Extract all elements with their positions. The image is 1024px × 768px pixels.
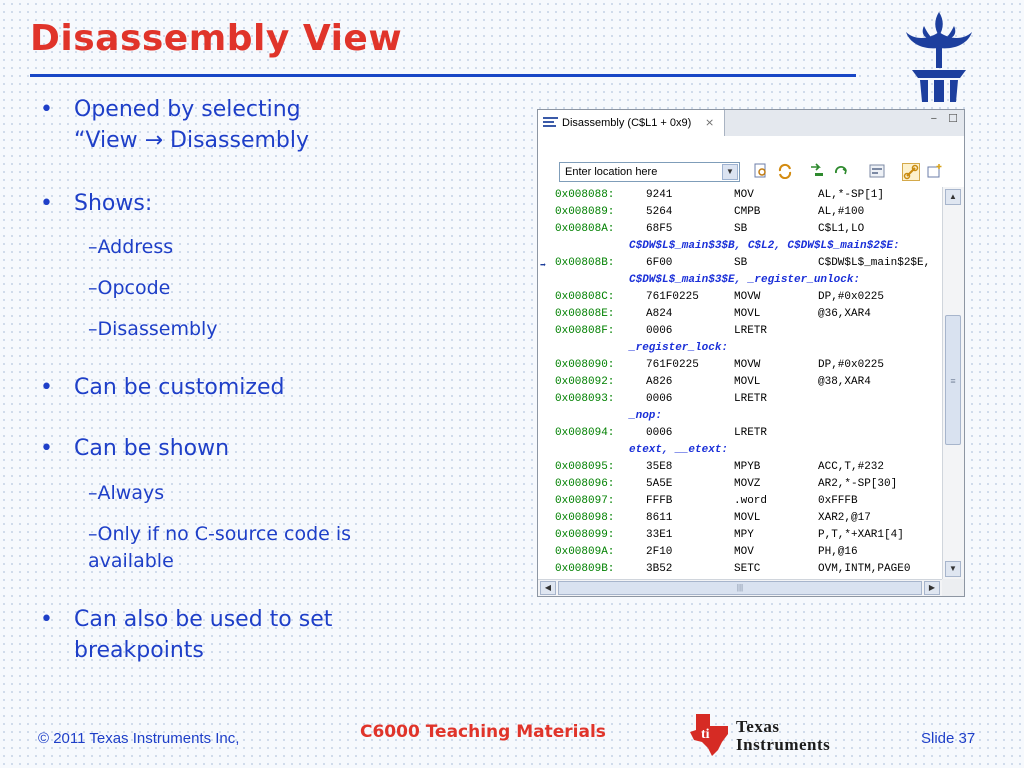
- operand-cell: P,T,*+XAR1[4]: [818, 529, 904, 541]
- address-cell: 0x008092:: [555, 376, 615, 388]
- operand-cell: @38,XAR4: [818, 376, 871, 388]
- address-cell: 0x00808C:: [555, 291, 615, 303]
- symbol-label: _register_lock:: [629, 342, 729, 354]
- footer-copyright: © 2011 Texas Instruments Inc,: [38, 730, 240, 747]
- symbol-label: C$DW$L$_main$3$B, C$L2, C$DW$L$_main$2$E:: [629, 240, 900, 252]
- slide-title: Disassembly View: [30, 18, 403, 59]
- opcode-cell: 0006: [646, 325, 673, 337]
- new-view-icon[interactable]: [926, 163, 944, 181]
- address-cell: 0x008098:: [555, 512, 615, 524]
- mnemonic-cell: MOVL: [734, 376, 761, 388]
- disassembly-label-row[interactable]: [538, 340, 942, 357]
- mnemonic-cell: CMPB: [734, 206, 761, 218]
- opcode-cell: 6F00: [646, 257, 673, 269]
- opcode-cell: 761F0225: [646, 359, 699, 371]
- tab-label: Disassembly (C$L1 + 0x9): [562, 117, 692, 129]
- scroll-thumb-horizontal[interactable]: |||: [558, 581, 922, 595]
- disassembly-row[interactable]: [538, 493, 942, 510]
- disassembly-row[interactable]: [538, 561, 942, 578]
- mnemonic-cell: MOVW: [734, 359, 761, 371]
- mnemonic-cell: LRETR: [734, 427, 768, 439]
- disassembly-window: [537, 109, 965, 597]
- disassembly-row[interactable]: [538, 510, 942, 527]
- opcode-cell: FFFB: [646, 495, 673, 507]
- sub-bullet: –Disassembly: [88, 318, 218, 340]
- disassembly-row[interactable]: [538, 221, 942, 238]
- bullet-text: breakpoints: [74, 638, 204, 663]
- disassembly-row[interactable]: [538, 187, 942, 204]
- address-cell: 0x008094:: [555, 427, 615, 439]
- sub-bullet: –Only if no C-source code is: [88, 523, 352, 545]
- address-cell: 0x008093:: [555, 393, 615, 405]
- opcode-cell: 33E1: [646, 529, 673, 541]
- scroll-up-icon[interactable]: ▲: [945, 189, 961, 205]
- sync-icon[interactable]: [776, 163, 794, 181]
- address-cell: 0x008090:: [555, 359, 615, 371]
- mnemonic-cell: SB: [734, 223, 748, 235]
- ti-wordmark: [736, 718, 830, 754]
- bullet-text: Can be shown: [74, 436, 230, 461]
- disassembly-row[interactable]: [538, 476, 942, 493]
- go-to-address-icon[interactable]: [752, 163, 770, 181]
- tab-disassembly[interactable]: [538, 110, 725, 136]
- scroll-thumb[interactable]: ≡: [945, 315, 961, 445]
- disassembly-label-row[interactable]: [538, 238, 942, 255]
- texas-state-icon: [688, 712, 732, 758]
- address-cell: 0x008089:: [555, 206, 615, 218]
- ti-wordmark-line: Instruments: [736, 735, 831, 754]
- mnemonic-cell: SETC: [734, 563, 761, 575]
- address-cell: 0x008099:: [555, 529, 615, 541]
- bullet-text: “View → Disassembly: [74, 128, 310, 153]
- opcode-cell: 9241: [646, 189, 673, 201]
- operand-cell: ACC,T,#232: [818, 461, 885, 473]
- disassembly-listing[interactable]: [538, 187, 942, 579]
- sub-bullet: –Opcode: [88, 277, 171, 299]
- sub-bullet: available: [88, 550, 174, 572]
- disassembly-row[interactable]: [538, 425, 942, 442]
- disassembly-label-row[interactable]: [538, 408, 942, 425]
- disassembly-row[interactable]: [538, 357, 942, 374]
- operand-cell: OVM,INTM,PAGE0: [818, 563, 911, 575]
- disassembly-row[interactable]: [538, 374, 942, 391]
- disassembly-label-row[interactable]: [538, 272, 942, 289]
- maximize-icon[interactable]: ☐: [948, 113, 958, 125]
- bullet-text: Opened by selecting: [74, 97, 301, 122]
- step-into-icon[interactable]: [808, 163, 826, 181]
- disassembly-row[interactable]: [538, 323, 942, 340]
- opcode-cell: 35E8: [646, 461, 673, 473]
- mnemonic-cell: MOVZ: [734, 478, 761, 490]
- disassembly-row[interactable]: [538, 527, 942, 544]
- title-rule: [30, 74, 856, 77]
- disassembly-view-icon: [543, 116, 558, 128]
- bullet-text: Can also be used to set: [74, 607, 333, 632]
- disassembly-row[interactable]: [538, 306, 942, 323]
- mnemonic-cell: MOVL: [734, 308, 761, 320]
- program-counter-icon[interactable]: ➡: [540, 261, 547, 272]
- opcode-cell: 68F5: [646, 223, 673, 235]
- slide-number: Slide 37: [921, 730, 976, 747]
- operand-cell: C$L1,LO: [818, 223, 865, 235]
- window-controls: [923, 112, 958, 125]
- opcode-cell: 5A5E: [646, 478, 673, 490]
- opcode-cell: 3B52: [646, 563, 673, 575]
- operand-cell: AL,*-SP[1]: [818, 189, 885, 201]
- address-cell: 0x008096:: [555, 478, 615, 490]
- opcode-cell: 0006: [646, 393, 673, 405]
- disassembly-row[interactable]: [538, 391, 942, 408]
- operand-cell: DP,#0x0225: [818, 359, 885, 371]
- opcode-cell: 5264: [646, 206, 673, 218]
- chevron-down-icon[interactable]: ▼: [722, 164, 738, 180]
- address-cell: 0x00808B:: [555, 257, 615, 269]
- disassembly-row[interactable]: [538, 255, 942, 272]
- opcode-cell: 761F0225: [646, 291, 699, 303]
- opcode-cell: A826: [646, 376, 673, 388]
- mnemonic-cell: SB: [734, 257, 748, 269]
- sub-bullet: –Always: [88, 482, 165, 504]
- ti-wordmark-line: Texas: [736, 717, 780, 736]
- horizontal-scrollbar[interactable]: [538, 579, 942, 596]
- address-cell: 0x00808A:: [555, 223, 615, 235]
- vertical-scrollbar[interactable]: [942, 187, 964, 579]
- address-cell: 0x008095:: [555, 461, 615, 473]
- mnemonic-cell: MOVL: [734, 512, 761, 524]
- disassembly-row[interactable]: [538, 289, 942, 306]
- symbol-label: _nop:: [629, 410, 663, 422]
- location-placeholder: Enter location here: [565, 166, 658, 178]
- address-cell: 0x00808E:: [555, 308, 615, 320]
- operand-cell: 0xFFFB: [818, 495, 858, 507]
- operand-cell: C$DW$L$_main$2$E,: [818, 257, 931, 269]
- sub-bullet: –Address: [88, 236, 174, 258]
- refresh-icon[interactable]: [868, 163, 886, 181]
- mnemonic-cell: MOVW: [734, 291, 761, 303]
- operand-cell: XAR2,@17: [818, 512, 871, 524]
- address-cell: 0x00809A:: [555, 546, 615, 558]
- scroll-down-icon[interactable]: ▼: [945, 561, 961, 577]
- mnemonic-cell: LRETR: [734, 325, 768, 337]
- operand-cell: @36,XAR4: [818, 308, 871, 320]
- address-cell: 0x008097:: [555, 495, 615, 507]
- step-over-icon[interactable]: [832, 163, 850, 181]
- minimize-icon[interactable]: −: [930, 113, 938, 125]
- disassembly-label-row[interactable]: [538, 442, 942, 459]
- tab-bar: [538, 110, 964, 137]
- bullet-text: Shows:: [74, 191, 153, 216]
- scroll-left-icon[interactable]: ◀: [540, 581, 556, 595]
- mnemonic-cell: .word: [734, 495, 768, 507]
- address-cell: 0x00809B:: [555, 563, 615, 575]
- scroll-right-icon[interactable]: ▶: [924, 581, 940, 595]
- ti-logo: [688, 712, 864, 760]
- symbol-label: C$DW$L$_main$3$E, _register_unlock:: [629, 274, 861, 286]
- disassembly-row[interactable]: [538, 544, 942, 561]
- university-logo-icon: [898, 10, 980, 104]
- opcode-cell: 0006: [646, 427, 673, 439]
- scroll-corner: [942, 579, 964, 596]
- address-cell: 0x00808F:: [555, 325, 615, 337]
- mnemonic-cell: LRETR: [734, 393, 768, 405]
- link-with-debug-icon[interactable]: [902, 163, 920, 181]
- footer-title: C6000 Teaching Materials: [360, 722, 606, 742]
- operand-cell: PH,@16: [818, 546, 858, 558]
- operand-cell: AR2,*-SP[30]: [818, 478, 898, 490]
- mnemonic-cell: MOV: [734, 189, 754, 201]
- operand-cell: DP,#0x0225: [818, 291, 885, 303]
- opcode-cell: A824: [646, 308, 673, 320]
- mnemonic-cell: MPYB: [734, 461, 761, 473]
- location-input[interactable]: [559, 162, 740, 182]
- close-icon[interactable]: ⨯: [705, 117, 715, 129]
- mnemonic-cell: MPY: [734, 529, 754, 541]
- svg-text:ti: ti: [701, 727, 710, 742]
- operand-cell: AL,#100: [818, 206, 865, 218]
- disassembly-row[interactable]: [538, 204, 942, 221]
- opcode-cell: 2F10: [646, 546, 673, 558]
- symbol-label: etext, __etext:: [629, 444, 729, 456]
- disassembly-row[interactable]: [538, 459, 942, 476]
- address-cell: 0x008088:: [555, 189, 615, 201]
- mnemonic-cell: MOV: [734, 546, 754, 558]
- opcode-cell: 8611: [646, 512, 673, 524]
- bullet-text: Can be customized: [74, 375, 285, 400]
